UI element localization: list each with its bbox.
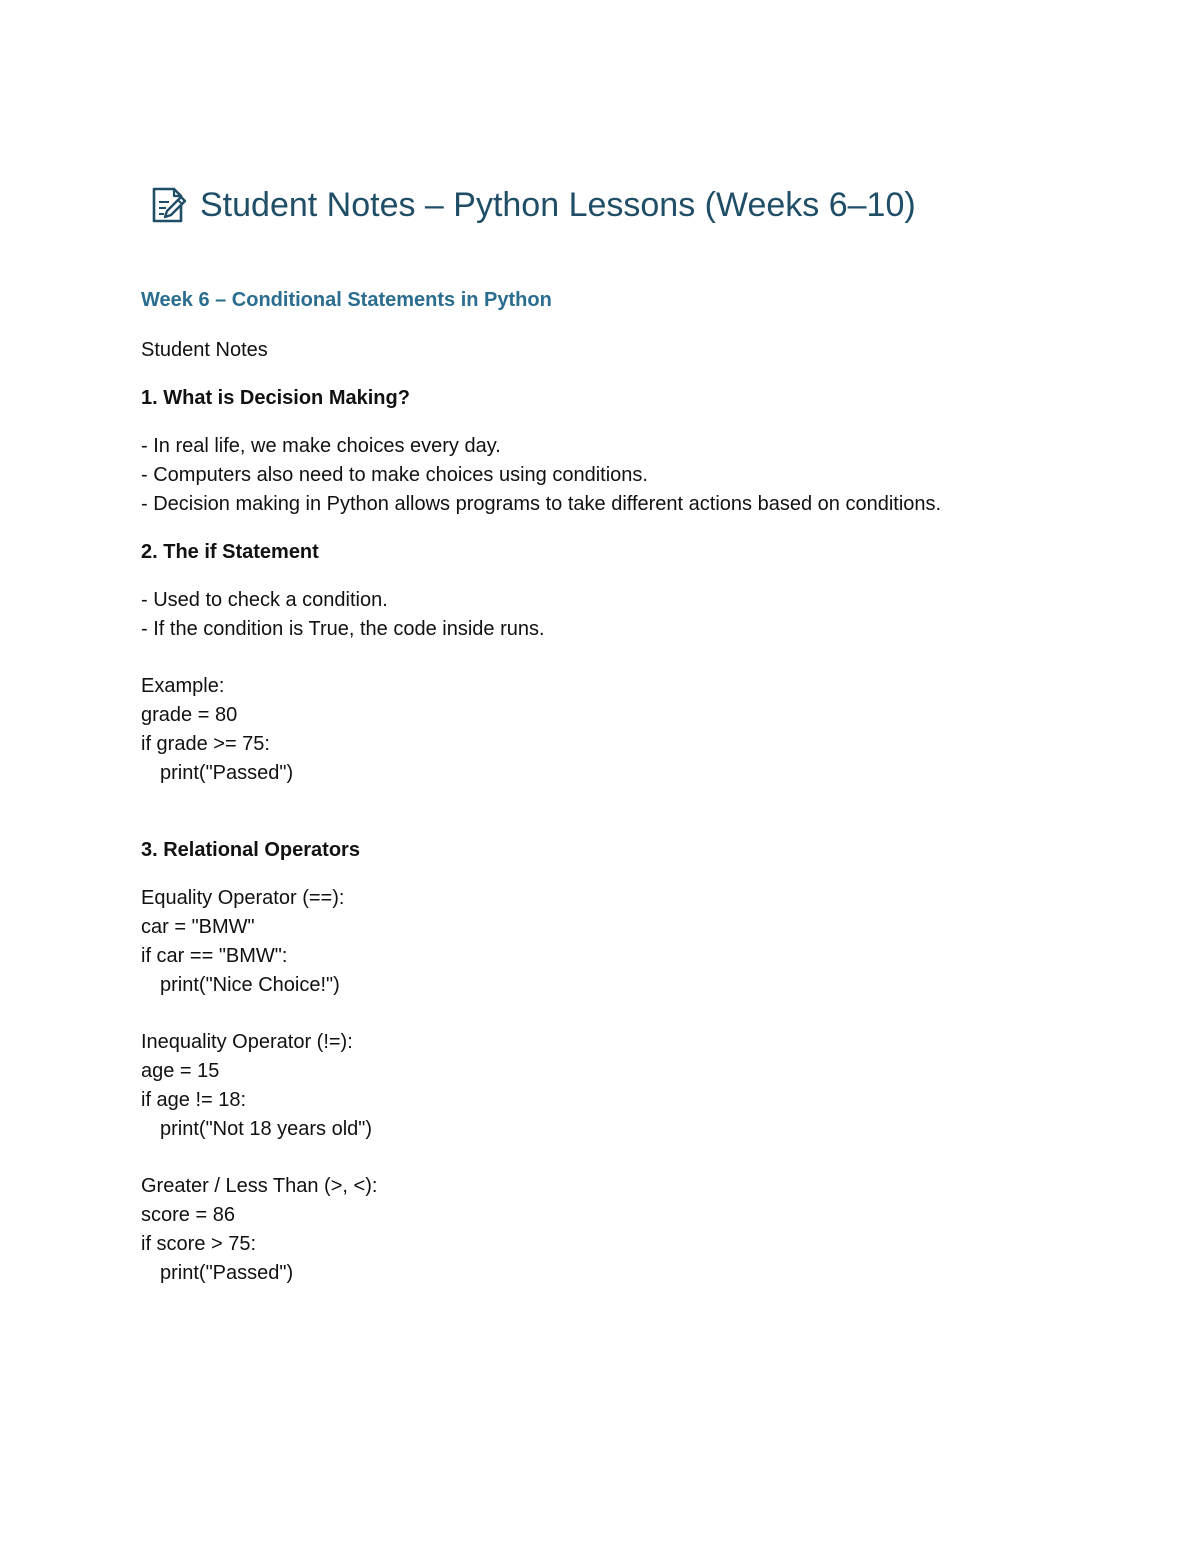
memo-pencil-icon [148, 184, 190, 226]
code-line: if age != 18: [141, 1089, 247, 1111]
code-line: if car == "BMW": [141, 945, 288, 967]
document-title-text: Student Notes – Python Lessons (Weeks 6–10) [200, 186, 916, 224]
operator-label-inequality: Inequality Operator (!=): [141, 1031, 353, 1053]
section-heading-if-statement: 2. The if Statement [141, 541, 319, 563]
bullet-item: - Computers also need to make choices using conditions. [141, 464, 648, 486]
code-line: print("Passed") [160, 1262, 294, 1284]
week-heading: Week 6 – Conditional Statements in Python [141, 289, 552, 311]
bullet-item: - If the condition is True, the code inside runs. [141, 618, 545, 640]
bullet-item: - Decision making in Python allows programs to take different actions based on conditions. [141, 493, 942, 515]
code-line: car = "BMW" [141, 916, 255, 938]
document-title [148, 183, 916, 227]
section-heading-decision-making: 1. What is Decision Making? [141, 387, 410, 409]
example-label: Example: [141, 675, 225, 697]
code-line: age = 15 [141, 1060, 220, 1082]
code-line: score = 86 [141, 1204, 235, 1226]
operator-label-equality: Equality Operator (==): [141, 887, 345, 909]
notes-subtitle: Student Notes [141, 339, 268, 361]
bullet-item: - Used to check a condition. [141, 589, 388, 611]
code-line: grade = 80 [141, 704, 238, 726]
operator-label-comparison: Greater / Less Than (>, <): [141, 1175, 378, 1197]
section-heading-relational-operators: 3. Relational Operators [141, 839, 360, 861]
code-line: print("Passed") [160, 762, 294, 784]
bullet-item: - In real life, we make choices every day. [141, 435, 501, 457]
code-line: if score > 75: [141, 1233, 257, 1255]
code-line: if grade >= 75: [141, 733, 270, 755]
code-line: print("Not 18 years old") [160, 1118, 373, 1140]
code-line: print("Nice Choice!") [160, 974, 340, 996]
